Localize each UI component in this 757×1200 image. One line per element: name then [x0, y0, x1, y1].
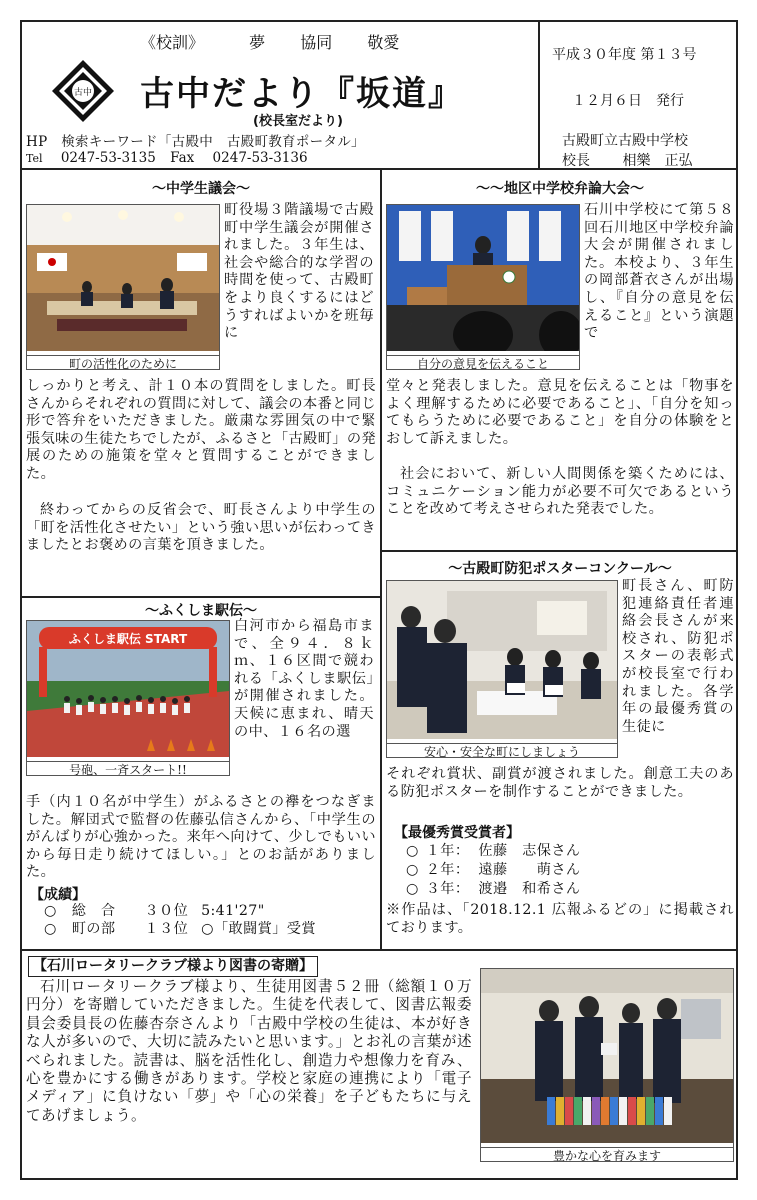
- left-section-line: [20, 596, 380, 598]
- result-mark: ○: [44, 903, 57, 919]
- article1-text-side: 町役場３階議場で古殿町中学生議会が開催されました。３年生は、社会や総合的な学習の時間を使って、古殿町をより良くするにはどうすればよいかを班毎に: [224, 202, 374, 342]
- motto: [140, 30, 399, 53]
- speech-contest-image: [387, 205, 579, 351]
- principal-title: 校長: [562, 153, 590, 169]
- award-name: 佐藤 志保さん: [478, 843, 581, 859]
- article3-photo: [386, 204, 580, 370]
- article2-text-full: 手（内１０名が中学生）がふるさとの襷をつなぎました。解団式で監督の佐藤弘信さんから、「中学生のがんばりが心強かった。来年へ向けて、少しでもいいから毎日走り続けてほしい。」とのお話がありました。: [26, 794, 376, 881]
- award-row-3: [406, 881, 581, 899]
- award-row-2: [406, 862, 581, 880]
- result-rank: １３位: [144, 921, 189, 937]
- article4-text-side: 町長さん、町防犯連絡責任者連絡会長さんが来校され、防犯ポスターの表彰式が校長室で行われました。各学年の最優秀賞の生徒に: [622, 578, 734, 735]
- result-rank: ３０位: [144, 903, 189, 919]
- award-grade: ２年：: [425, 862, 470, 878]
- fax-label: Fax: [170, 150, 195, 166]
- award-grade: ３年：: [425, 881, 470, 897]
- article3-text-side: 石川中学校にて第５８回石川地区中学校弁論大会が開催されました。本校より、３年生の岡部蒼衣さんが出場し、『自分の意見を伝えること』という演題で: [584, 202, 734, 342]
- tel-number: 0247-53-3135: [60, 150, 156, 166]
- results-heading: 【成績】: [30, 887, 86, 903]
- result-mark: ○: [44, 921, 57, 937]
- award-row-1: [406, 843, 581, 861]
- article5-text: 石川ロータリークラブ様より、生徒用図書５２冊（総額１０万円分）を寄贈していただきました。生徒を代表して、図書広報委員会委員長の佐藤杏奈さんより「古殿中学校の生徒は、本が好きな人が多いので、大切に読みたいと思います。」とお礼の言葉が述べられました。読書は、脳を活性化し、創造力や想像力を育み、心を豊かにする働きがあります。学校と家庭の連携により「電子メディア」に負けない「夢」や「心の栄養」を子どもたちに与えてあげましょう。: [26, 978, 472, 1124]
- tel-label: Tel: [26, 152, 43, 165]
- award-grade: １年：: [425, 843, 470, 859]
- council-chamber-image: [27, 205, 219, 351]
- poster-award-image: [387, 581, 617, 739]
- awards-heading: 【最優秀賞受賞者】: [394, 825, 520, 841]
- newsletter-subtitle: (校長室だより): [253, 114, 343, 129]
- ekiden-start-image: [27, 621, 229, 757]
- result-row-2: [44, 921, 384, 939]
- school-emblem: [50, 58, 116, 124]
- award-mark: ○: [406, 881, 419, 897]
- article3-heading: ～～地区中学校弁論大会～: [476, 181, 644, 197]
- award-mark: ○: [406, 862, 419, 878]
- article3-caption: 自分の意見を伝えること: [387, 355, 579, 370]
- result-category: 総 合: [71, 903, 116, 919]
- article1-text-full2: 終わってからの反省会で、町長さんより中学生の「町を活性化させたい」という強い思いが伝わってきましたとお褒めの言葉を頂きました。: [26, 502, 376, 554]
- article4-note: ※作品は、「2018.12.1 広報ふるどの」に掲載されております。: [386, 902, 734, 936]
- article4-caption: 安心・安全な町にしましょう: [387, 743, 617, 758]
- article3-text-full1: 堂々と発表しました。意見を伝えることは「物事をよく理解するために必要であること」、「自分を知ってもらうために必要であること」を自分の体験をとおして訴えました。: [386, 378, 734, 447]
- fax-number: 0247-53-3136: [212, 150, 308, 166]
- result-row-1: [44, 903, 384, 921]
- result-category: 町の部: [71, 921, 116, 937]
- book-donation-image: [481, 969, 733, 1143]
- principal: [562, 150, 692, 170]
- article1-caption: 町の活性化のために: [27, 355, 219, 370]
- motto-word-2: 協同: [300, 33, 333, 52]
- result-time: 5:41'27": [201, 903, 265, 919]
- school-name: 古殿町立古殿中学校: [562, 133, 688, 149]
- motto-label: 《校訓》: [140, 33, 205, 52]
- award-mark: ○: [406, 843, 419, 859]
- result-award: ○「敢闘賞」受賞: [201, 921, 316, 937]
- contact-line: [26, 150, 308, 166]
- article4-heading: ～古殿町防犯ポスターコンクール～: [448, 561, 672, 577]
- principal-name: 相樂 正弘: [622, 153, 693, 169]
- newsletter-title: 古中だより『坂道』: [140, 74, 464, 114]
- article3-text-full2: 社会において、新しい人間関係を築くためには、コミュニケーション能力が必要不可欠であるということを改めて考えさせられた発表でした。: [386, 466, 734, 518]
- article1-photo: [26, 204, 220, 370]
- header-divider: [538, 20, 540, 170]
- emblem-text: 古中: [73, 88, 93, 98]
- article2-photo: [26, 620, 230, 776]
- right-section-line: [380, 550, 738, 552]
- article4-text-full: それぞれ賞状、副賞が渡されました。創意工夫のある防犯ポスターを制作することができました。: [386, 766, 734, 800]
- article2-heading: ～ふくしま駅伝～: [145, 603, 257, 619]
- bottom-section-line: [20, 949, 738, 951]
- article5-caption: 豊かな心を育みます: [481, 1147, 733, 1162]
- motto-word-3: 敬愛: [367, 33, 400, 52]
- article2-text-side: 白河市から福島市まで、全９４．８ｋｍ、１６区間で競われる「ふくしま駅伝」が開催されました。天候に恵まれ、晴天の中、１６名の選: [234, 618, 374, 740]
- motto-word-1: 夢: [249, 33, 266, 52]
- article1-text-full1: しっかりと考え、計１０本の質問をしました。町長さんからそれぞれの質問に対して、議会の本番と同じ形で答弁をいただきました。厳粛な雰囲気の中で緊張気味の生徒たちでしたが、ふるさと「古殿町」の発展のための施策を堂々と質問することができました。: [26, 378, 376, 482]
- award-name: 渡邉 和希さん: [478, 881, 581, 897]
- issue-number: 平成３０年度 第１３号: [552, 47, 697, 63]
- article1-heading: ～中学生議会～: [152, 181, 250, 197]
- banner-text: ふくしま駅伝 START: [68, 632, 188, 646]
- issue-date: １２月６日 発行: [572, 93, 684, 109]
- article4-photo: [386, 580, 618, 758]
- award-name: 遠藤 萌さん: [478, 862, 581, 878]
- article2-caption: 号砲、一斉スタート!!: [27, 761, 229, 776]
- article5-heading: 【石川ロータリークラブ様より図書の寄贈】: [28, 956, 318, 977]
- article5-photo: [480, 968, 734, 1162]
- hp-line: HP 検索キーワード「古殿中 古殿町教育ポータル」: [26, 134, 365, 150]
